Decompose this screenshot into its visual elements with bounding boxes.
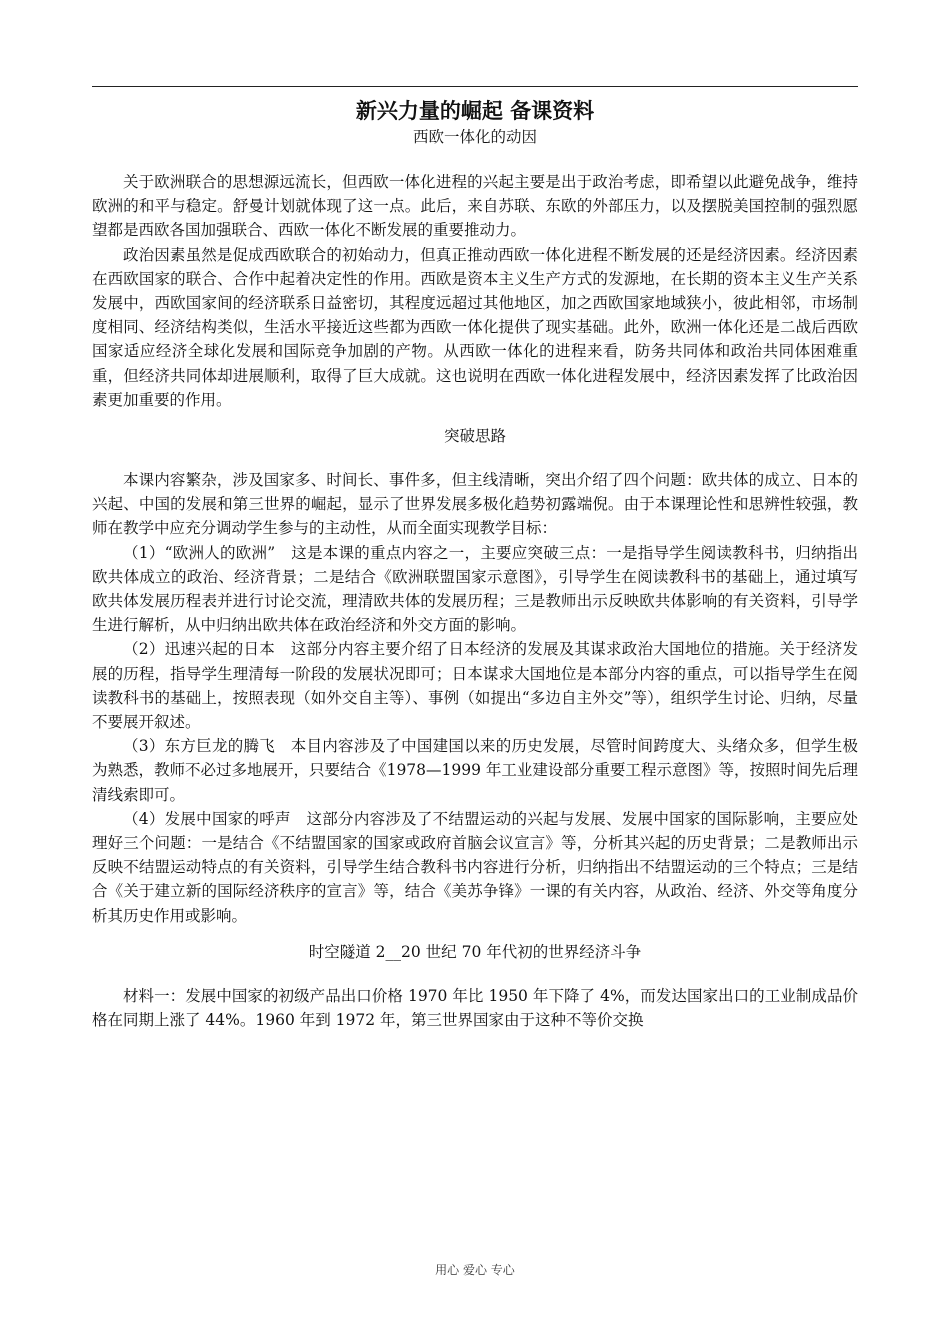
section-heading-time-tunnel: 时空隧道 2__20 世纪 70 年代初的世界经济斗争 <box>308 942 642 961</box>
paragraph: （3）东方巨龙的腾飞 本目内容涉及了中国建国以来的历史发展，尽管时间跨度大、头绪众多，但学生极为熟悉，教师不必过多地展开，只要结合《1978—1999 年工业建设部分重要工程示意图》等，按照时间先后理清线索即可。 <box>92 737 858 804</box>
document-body <box>92 96 858 1032</box>
header-rule <box>92 86 858 87</box>
paragraph: （2）迅速兴起的日本 这部分内容主要介绍了日本经济的发展及其谋求政治大国地位的措施。关于经济发展的历程，指导学生理清每一阶段的发展状况即可；日本谋求大国地位是本部分内容的重点，可以指导学生在阅读教科书的基础上，按照表现（如外交自主等）、事例（如提出“多边自主外交”等），组织学生讨论、归纳，尽量不要展开叙述。 <box>92 640 858 732</box>
document-title: 新兴力量的崛起 备课资料 <box>355 98 595 123</box>
paragraph: 材料一：发展中国家的初级产品出口价格 1970 年比 1950 年下降了 4%，而发达国家出口的工业制成品价格在同期上涨了 44%。1960 年到 1972 年，第三世界国家由于这种不等价交换 <box>92 986 858 1030</box>
section-heading-breakthrough: 突破思路 <box>443 427 506 446</box>
paragraph: 关于欧洲联合的思想源远流长，但西欧一体化进程的兴起主要是出于政治考虑，即希望以此避免战争，维持欧洲的和平与稳定。舒曼计划就体现了这一点。此后，来自苏联、东欧的外部压力，以及摆脱美国控制的强烈愿望都是西欧各国加强联合、西欧一体化不断发展的重要推动力。 <box>92 173 858 240</box>
paragraph: 政治因素虽然是促成西欧联合的初始动力，但真正推动西欧一体化进程不断发展的还是经济因素。经济因素在西欧国家的联合、合作中起着决定性的作用。西欧是资本主义生产方式的发源地，在长期的资本主义生产关系发展中，西欧国家间的经济联系日益密切，其程度远超过其他地区，加之西欧国家地域狭小，彼此相邻，市场制度相同、经济结构类似，生活水平接近这些都为西欧一体化提供了现实基础。此外，欧洲一体化还是二战后西欧国家适应经济全球化发展和国际竞争加剧的产物。从西欧一体化的进程来看，防务共同体和政治共同体困难重重，但经济共同体却进展顺利，取得了巨大成就。这也说明在西欧一体化进程发展中，经济因素发挥了比政治因素更加重要的作用。 <box>92 245 858 409</box>
paragraph: （1）“欧洲人的欧洲” 这是本课的重点内容之一，主要应突破三点：一是指导学生阅读教科书，归纳指出欧共体成立的政治、经济背景；二是结合《欧洲联盟国家示意图》，引导学生在阅读教科书的基础上，通过填写欧共体发展历程表并进行讨论交流，理清欧共体的发展历程；三是教师出示反映欧共体影响的有关资料，引导学生进行解析，从中归纳出欧共体在政治经济和外交方面的影响。 <box>92 543 858 635</box>
page-footer: 用心 爱心 专心 <box>435 1263 515 1277</box>
paragraph: （4）发展中国家的呼声 这部分内容涉及了不结盟运动的兴起与发展、发展中国家的国际影响，主要应处理好三个问题：一是结合《不结盟国家的国家或政府首脑会议宣言》等，分析其兴起的历史背景；二是教师出示反映不结盟运动特点的有关资料，引导学生结合教科书内容进行分析，归纳指出不结盟运动的三个特点；三是结合《关于建立新的国际经济秩序的宣言》等，结合《美苏争锋》一课的有关内容，从政治、经济、外交等角度分析其历史作用或影响。 <box>92 809 858 925</box>
document-subtitle: 西欧一体化的动因 <box>412 128 537 146</box>
paragraph: 本课内容繁杂，涉及国家多、时间长、事件多，但主线清晰，突出介绍了四个问题：欧共体的成立、日本的兴起、中国的发展和第三世界的崛起，显示了世界发展多极化趋势初露端倪。由于本课理论性和思辨性较强，教师在教学中应充分调动学生参与的主动性，从而全面实现教学目标： <box>92 471 858 538</box>
